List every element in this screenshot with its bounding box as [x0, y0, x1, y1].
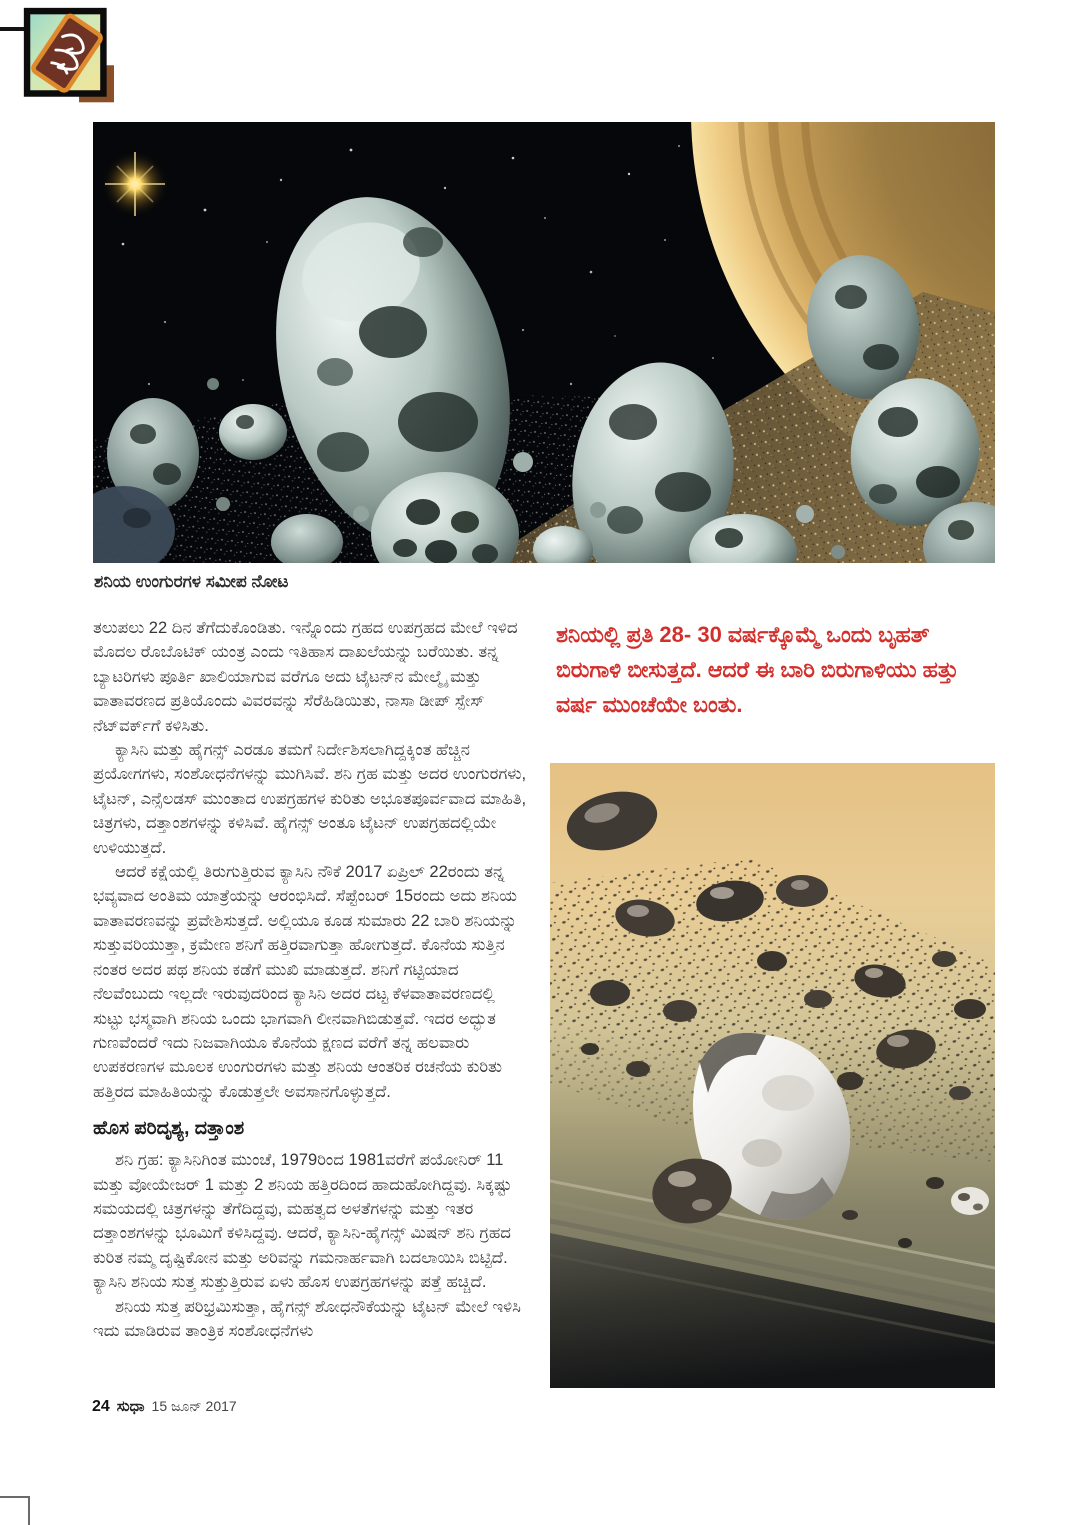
- paragraph: ಆದರೆ ಕಕ್ಷೆಯಲ್ಲಿ ತಿರುಗುತ್ತಿರುವ ಕ್ಯಾಸಿನಿ ನೌಕೆ 2017 ಏಪ್ರಿಲ್ 22ರಂದು ತನ್ನ ಭವ್ಯವಾದ ಅಂತಿಮ ಯಾತ್ರೆಯನ್ನು ಆರಂಭಿಸಿದೆ. ಸೆಪ್ಟೆಂಬರ್ 15ರಂದು ಅದು ಶನಿಯ ವಾತಾವರಣವನ್ನು ಪ್ರವೇಶಿಸುತ್ತದೆ. ಅಲ್ಲಿಯೂ ಕೂಡ ಸುಮಾರು 22 ಬಾರಿ ಶನಿಯನ್ನು ಸುತ್ತುವರಿಯುತ್ತಾ, ಕ್ರಮೇಣ ಶನಿಗೆ ಹತ್ತಿರವಾಗುತ್ತಾ ಹೋಗುತ್ತದೆ. ಕೊನೆಯ ಸುತ್ತಿನ ನಂತರ ಅದರ ಪಥ ಶನಿಯ ಕಡೆಗೆ ಮುಖಿ ಮಾಡುತ್ತದೆ. ಶನಿಗೆ ಗಟ್ಟಿಯಾದ ನೆಲವೆಂಬುದು ಇಲ್ಲದೇ ಇರುವುದರಿಂದ ಕ್ಯಾಸಿನಿ ಅದರ ದಟ್ಟ ಕೆಳವಾತಾವರಣದಲ್ಲಿ ಸುಟ್ಟು ಭಸ್ಮವಾಗಿ ಶನಿಯ ಒಂದು ಭಾಗವಾಗಿ ಲೀನವಾಗಿಬಿಡುತ್ತವೆ. ಇದರ ಅದ್ಭುತ ಗುಣವೆಂದರೆ ಇದು ನಿಜವಾಗಿಯೂ ಕೊನೆಯ ಕ್ಷಣದ ವರೆಗೆ ತನ್ನ ಹಲವಾರು ಉಪಕರಣಗಳ ಮೂಲಕ ಉಂಗುರಗಳು ಮತ್ತು ಶನಿಯ ಆಂತರಿಕ ರಚನೆಯ ಕುರಿತು ಹತ್ತಿರದ ಮಾಹಿತಿಯನ್ನು ಕೊಡುತ್ತಲೇ ಅವಸಾನಗೊಳ್ಳುತ್ತದೆ.: [93, 863, 517, 1101]
- magazine-name: ಸುಧಾ: [116, 1398, 145, 1415]
- pull-quote: ಶನಿಯಲ್ಲಿ ಪ್ರತಿ 28- 30 ವರ್ಷಕ್ಕೊಮ್ಮೆ ಒಂದು ಬೃಹತ್ ಬಿರುಗಾಳಿ ಬೀಸುತ್ತದೆ. ಆದರೆ ಈ ಬಾರಿ ಬಿರುಗಾಳಿಯು ಹತ್ತು ವರ್ಷ ಮುಂಚೆಯೇ ಬಂತು.: [556, 622, 959, 717]
- paragraph: ಶನಿಯ ಸುತ್ತ ಪರಿಭ್ರಮಿಸುತ್ತಾ, ಹೈಗನ್ಸ್ ಶೋಧನೌಕೆಯನ್ನು ಟೈಟನ್ ಮೇಲೆ ಇಳಿಸಿ ಇದು ಮಾಡಿರುವ ತಾಂತ್ರಿಕ ಸಂಶೋಧನೆಗಳು: [93, 1297, 521, 1340]
- hero-image-saturn-ring-closeup: [93, 122, 995, 563]
- section-heading: ಹೊಸ ಪರಿದೃಶ್ಯ, ದತ್ತಾಂಶ: [93, 1118, 245, 1140]
- hero-caption: ಶನಿಯ ಉಂಗುರಗಳ ಸಮೀಪ ನೋಟ: [94, 572, 289, 591]
- paragraph: ಕ್ಯಾಸಿನಿ ಮತ್ತು ಹೈಗನ್ಸ್ ಎರಡೂ ತಮಗೆ ನಿರ್ದೇಶಿಸಲಾಗಿದ್ದಕ್ಕಿಂತ ಹೆಚ್ಚಿನ ಪ್ರಯೋಗಗಳು, ಸಂಶೋಧನೆಗಳನ್ನು ಮುಗಿಸಿವೆ. ಶನಿ ಗ್ರಹ ಮತ್ತು ಅದರ ಉಂಗುರಗಳು, ಟೈಟನ್, ಎನ್ಸೆಲಡಸ್ ಮುಂತಾದ ಉಪಗ್ರಹಗಳ ಕುರಿತು ಅಭೂತಪೂರ್ವವಾದ ಮಾಹಿತಿ, ಚಿತ್ರಗಳು, ದತ್ತಾಂಶಗಳನ್ನು ಕಳಿಸಿವೆ. ಹೈಗನ್ಸ್ ಅಂತೂ ಟೈಟನ್ ಉಪಗ್ರಹದಲ್ಲಿಯೇ ಉಳಿಯುತ್ತದೆ.: [93, 741, 527, 857]
- issue-date: 15 ಜೂನ್ 2017: [151, 1398, 237, 1414]
- article-body: [93, 616, 529, 1343]
- corner-mark: [0, 1496, 30, 1525]
- paragraph: ತಲುಪಲು 22 ದಿನ ತೆಗೆದುಕೊಂಡಿತು. ಇನ್ನೊಂದು ಗ್ರಹದ ಉಪಗ್ರಹದ ಮೇಲೆ ಇಳಿದ ಮೊದಲ ರೊಬೊಟಿಕ್ ಯಂತ್ರ ಎಂದು ಇತಿಹಾಸ ದಾಖಲೆಯನ್ನು ಬರೆಯಿತು. ತನ್ನ ಬ್ಯಾಟರಿಗಳು ಪೂರ್ತಿ ಖಾಲಿಯಾಗುವ ವರೆಗೂ ಅದು ಟೈಟನ್‌ನ ಮೇಲ್ಮೈ ಮತ್ತು ವಾತಾವರಣದ ಪ್ರತಿಯೊಂದು ವಿವರವನ್ನು ಸೆರೆಹಿಡಿಯಿತು, ನಾಸಾ ಡೀಪ್ ಸ್ಪೇಸ್ ನೆಟ್‌ವರ್ಕ್‌ಗೆ ಕಳಿಸಿತು.: [93, 619, 518, 735]
- side-image-ring-debris: [550, 763, 995, 1388]
- page-number: 24: [92, 1398, 110, 1415]
- page-footer: [92, 1398, 237, 1416]
- icy-pebble-small: [951, 1187, 989, 1215]
- sudha-magazine-logo-icon: [22, 6, 114, 106]
- paragraph: ಶನಿ ಗ್ರಹ: ಕ್ಯಾಸಿನಿಗಿಂತ ಮುಂಚೆ, 1979ರಿಂದ 1981ವರೆಗೆ ಪಯೋನಿರ್ 11 ಮತ್ತು ವೋಯೇಜರ್ 1 ಮತ್ತು 2 ಶನಿಯ ಹತ್ತಿರದಿಂದ ಹಾದುಹೋಗಿದ್ದವು. ಸಿಕ್ಕಷ್ಟು ಸಮಯದಲ್ಲಿ ಚಿತ್ರಗಳನ್ನು ತೆಗೆದಿದ್ದವು, ಮಹತ್ವದ ಅಳತೆಗಳನ್ನು ಮತ್ತು ಇತರ ದತ್ತಾಂಶಗಳನ್ನು ಭೂಮಿಗೆ ಕಳಿಸಿದ್ದವು. ಆದರೆ, ಕ್ಯಾಸಿನಿ-ಹೈಗನ್ಸ್ ಮಿಷನ್ ಶನಿ ಗ್ರಹದ ಕುರಿತ ನಮ್ಮ ದೃಷ್ಟಿಕೋನ ಮತ್ತು ಅರಿವನ್ನು ಗಮನಾರ್ಹವಾಗಿ ಬದಲಾಯಿಸಿ ಬಿಟ್ಟಿದೆ. ಕ್ಯಾಸಿನಿ ಶನಿಯ ಸುತ್ತ ಸುತ್ತುತ್ತಿರುವ ಏಳು ಹೊಸ ಉಪಗ್ರಹಗಳನ್ನು ಪತ್ತೆ ಹಚ್ಚಿದೆ.: [93, 1151, 512, 1292]
